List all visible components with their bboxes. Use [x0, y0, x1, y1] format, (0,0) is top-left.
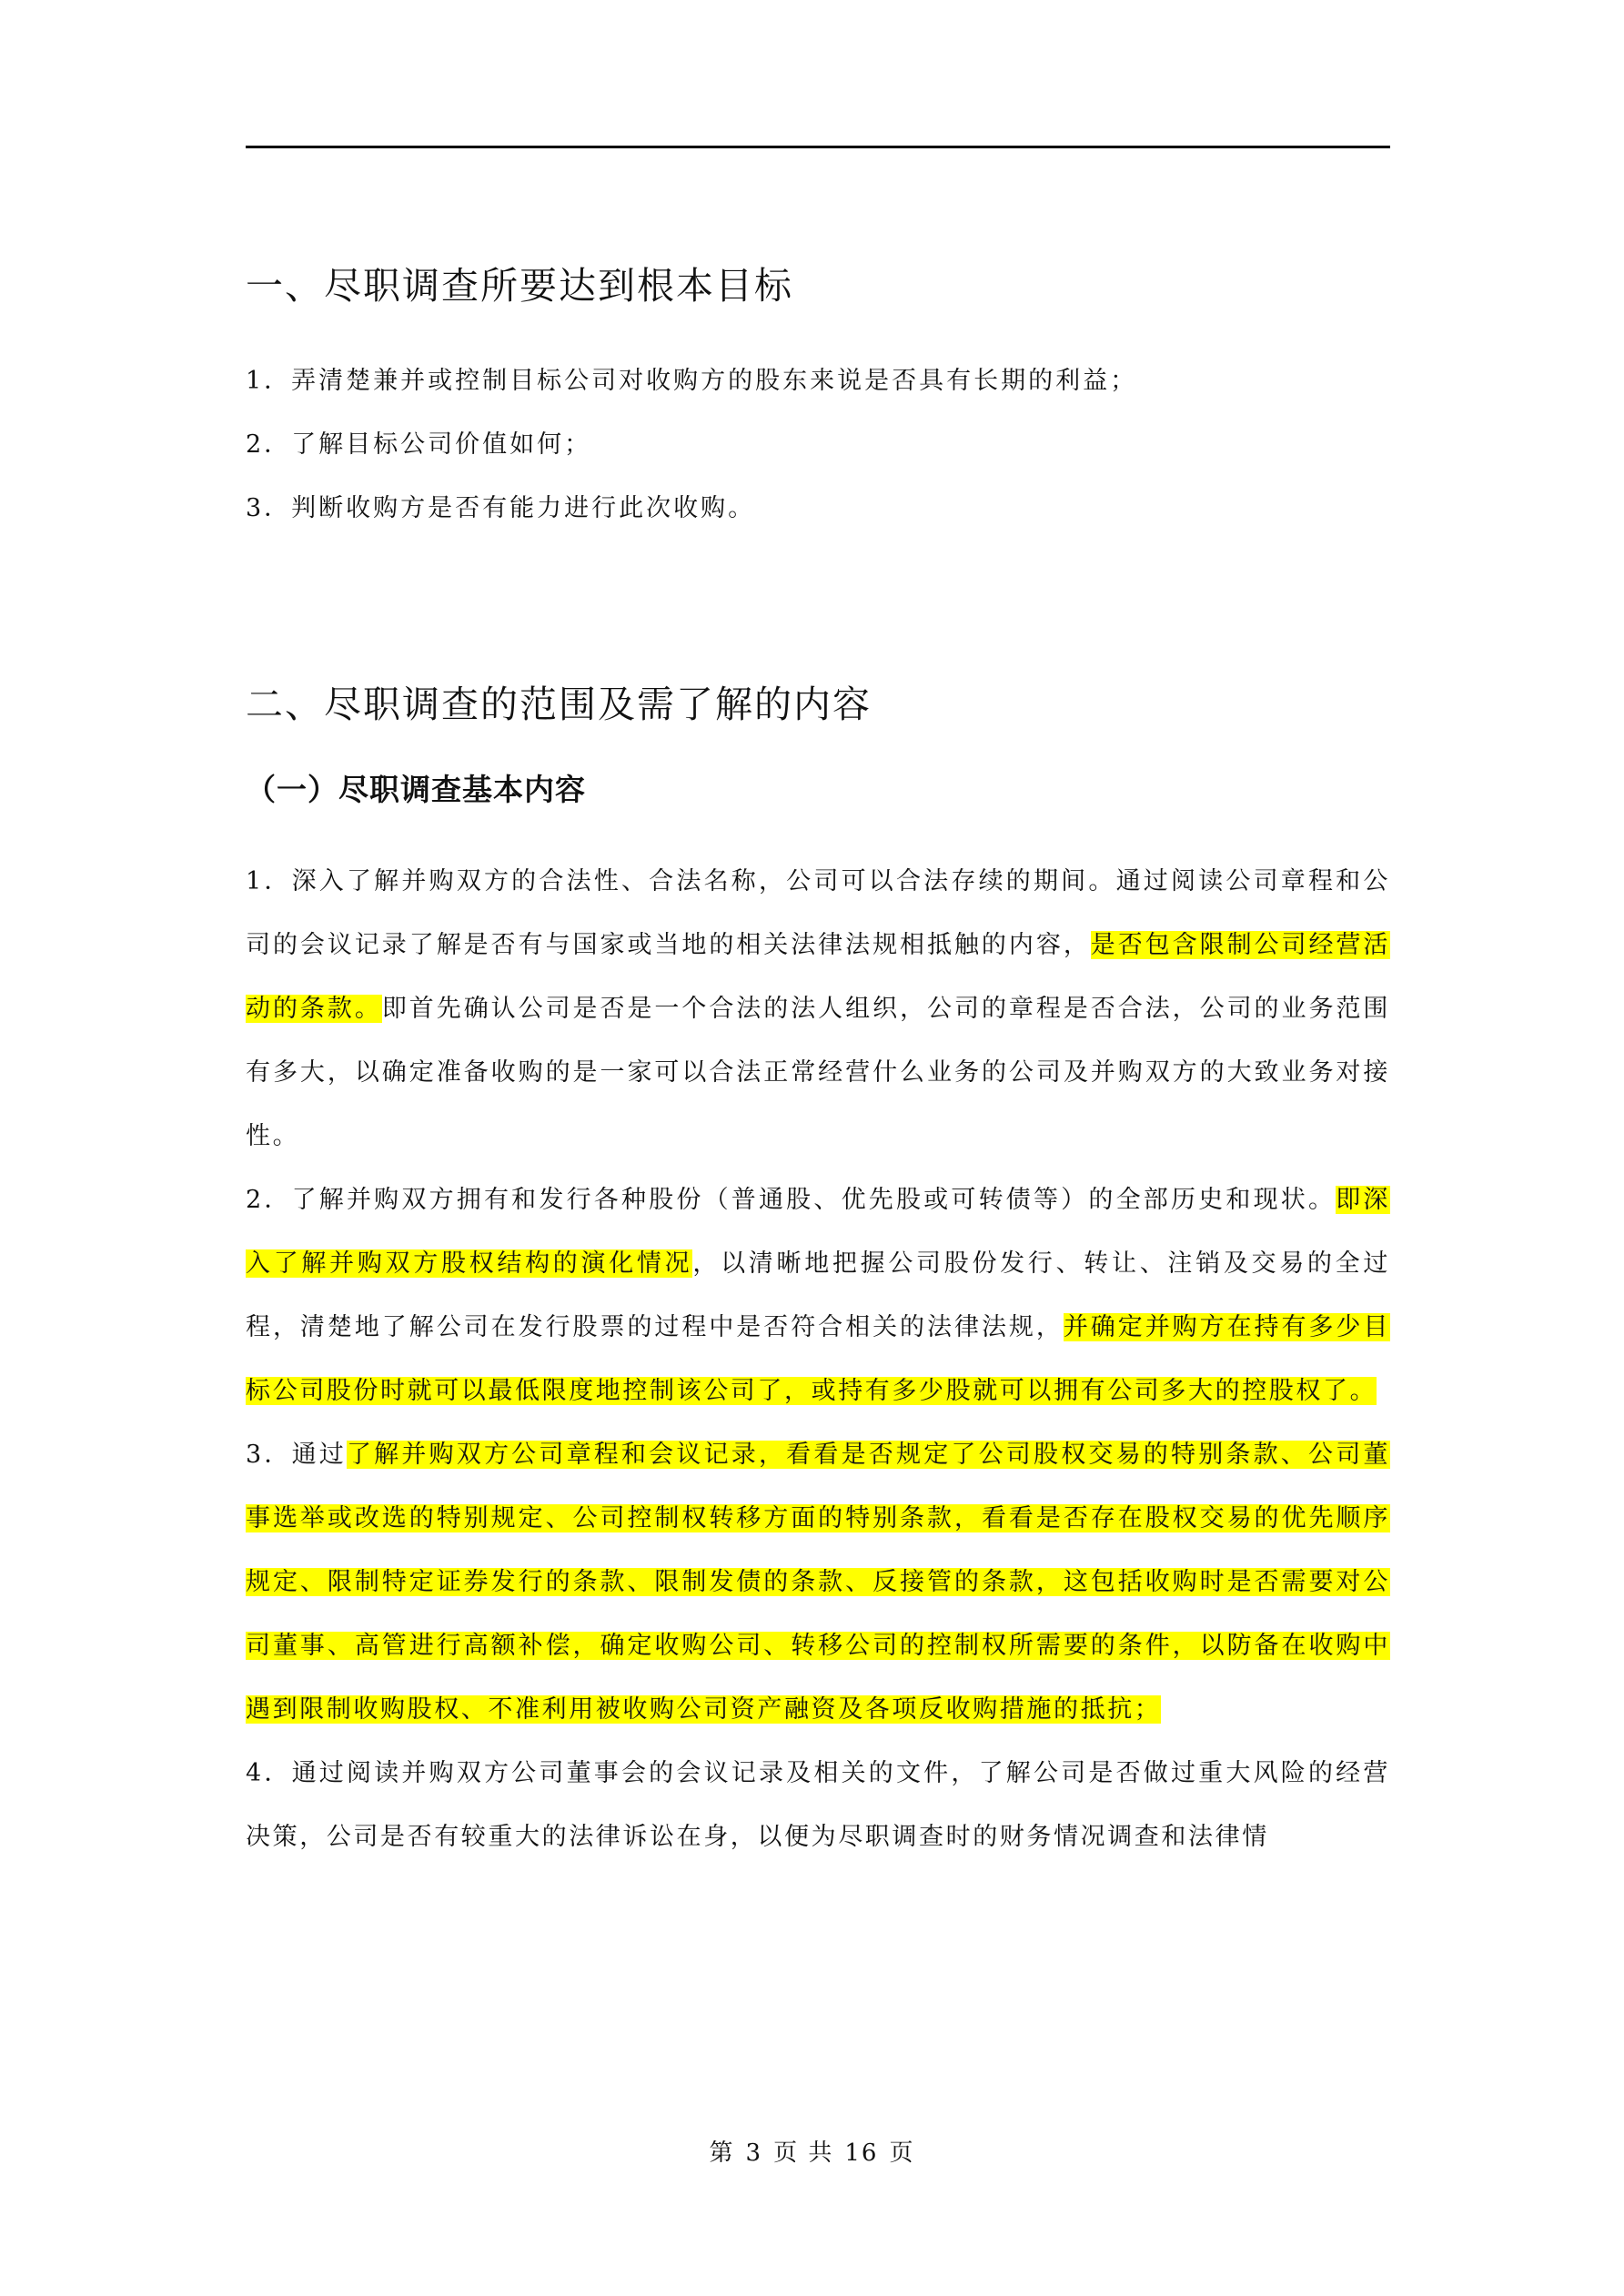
section-2-title: 二、尽职调查的范围及需了解的内容	[246, 683, 872, 726]
page-content	[246, 255, 1390, 1869]
body-paragraphs	[246, 850, 1390, 1869]
paragraph-1-text-c: 即首先确认公司是否是一个合法的法人组织，公司的章程是否合法，公司的业务范围有多大，以确定准备收购的是一家可以合法正常经营什么业务的公司及并购双方的大致业务对接性。	[246, 995, 1391, 1150]
paragraph-3-text-a: 3．通过	[246, 1441, 347, 1469]
paragraph-3	[246, 1423, 1390, 1742]
footer-prefix: 第	[709, 2139, 735, 2167]
header-rule	[246, 146, 1390, 148]
goal-item-2: 2．了解目标公司价值如何；	[246, 430, 592, 459]
paragraph-2-highlight-2: 并确定并购方在持有多少目标公司股份时就可以最低限度地控制该公司了，或持有多少股就可以拥有公司多大的控股权了。	[246, 1313, 1390, 1405]
paragraph-4-text-a: 4．通过阅读并购双方公司董事会的会议记录及相关的文件，了解公司是否做过重大风险的经营决策，公司是否有较重大的法律诉讼在身，以便为尽职调查时的财务情况调查和法律情	[246, 1759, 1390, 1851]
footer-page-number: 3	[745, 2139, 763, 2167]
paragraph-2-text-c: ，以清晰地把握公司股份发行、转让、注销及交易的全过程，清楚地了解公司在发行股票的过程中是否符合相关的法律法规，	[246, 1249, 1390, 1341]
footer-suffix: 页	[889, 2139, 915, 2167]
subsection-1-title: （一）尽职调查基本内容	[246, 772, 586, 807]
paragraph-2-text-a: 2．了解并购双方拥有和发行各种股份（普通股、优先股或可转债等）的全部历史和现状。	[246, 1186, 1337, 1214]
paragraph-3-highlight: 了解并购双方公司章程和会议记录，看看是否规定了公司股权交易的特别条款、公司董事选举或改选的特别规定、公司控制权转移方面的特别条款，看看是否存在股权交易的优先顺序规定、限制特定证券发行的条款、限制发债的条款、反接管的条款，这包括收购时是否需要对公司董事、高管进行高额补偿，确定收购公司、转移公司的控制权所需要的条件，以防备在收购中遇到限制收购股权、不准利用被收购公司资产融资及各项反收购措施的抵抗；	[246, 1441, 1390, 1724]
paragraph-4	[246, 1742, 1390, 1869]
goals-list	[246, 349, 1390, 541]
section-1-title: 一、尽职调查所要达到根本目标	[246, 264, 793, 308]
paragraph-1-text-a: 1．深入了解并购双方的合法性、合法名称，公司可以合法存续的期间。通过阅读公司章程和公司的会议记录了解是否有与国家或当地的相关法律法规相抵触的内容，	[246, 867, 1390, 959]
goal-item-3: 3．判断收购方是否有能力进行此次收购。	[246, 494, 756, 522]
paragraph-2-highlight-1: 即深入了解并购双方股权结构的演化情况	[246, 1186, 1390, 1278]
paragraph-1-highlight: 是否包含限制公司经营活动的条款。	[246, 931, 1390, 1023]
paragraph-1	[246, 850, 1390, 1168]
goal-item-1: 1．弄清楚兼并或控制目标公司对收购方的股东来说是否具有长期的利益；	[246, 367, 1138, 395]
paragraph-2	[246, 1168, 1390, 1423]
page-footer	[0, 2135, 1624, 2171]
footer-mid: 页 共	[773, 2139, 834, 2167]
footer-total-pages: 16	[844, 2139, 879, 2167]
